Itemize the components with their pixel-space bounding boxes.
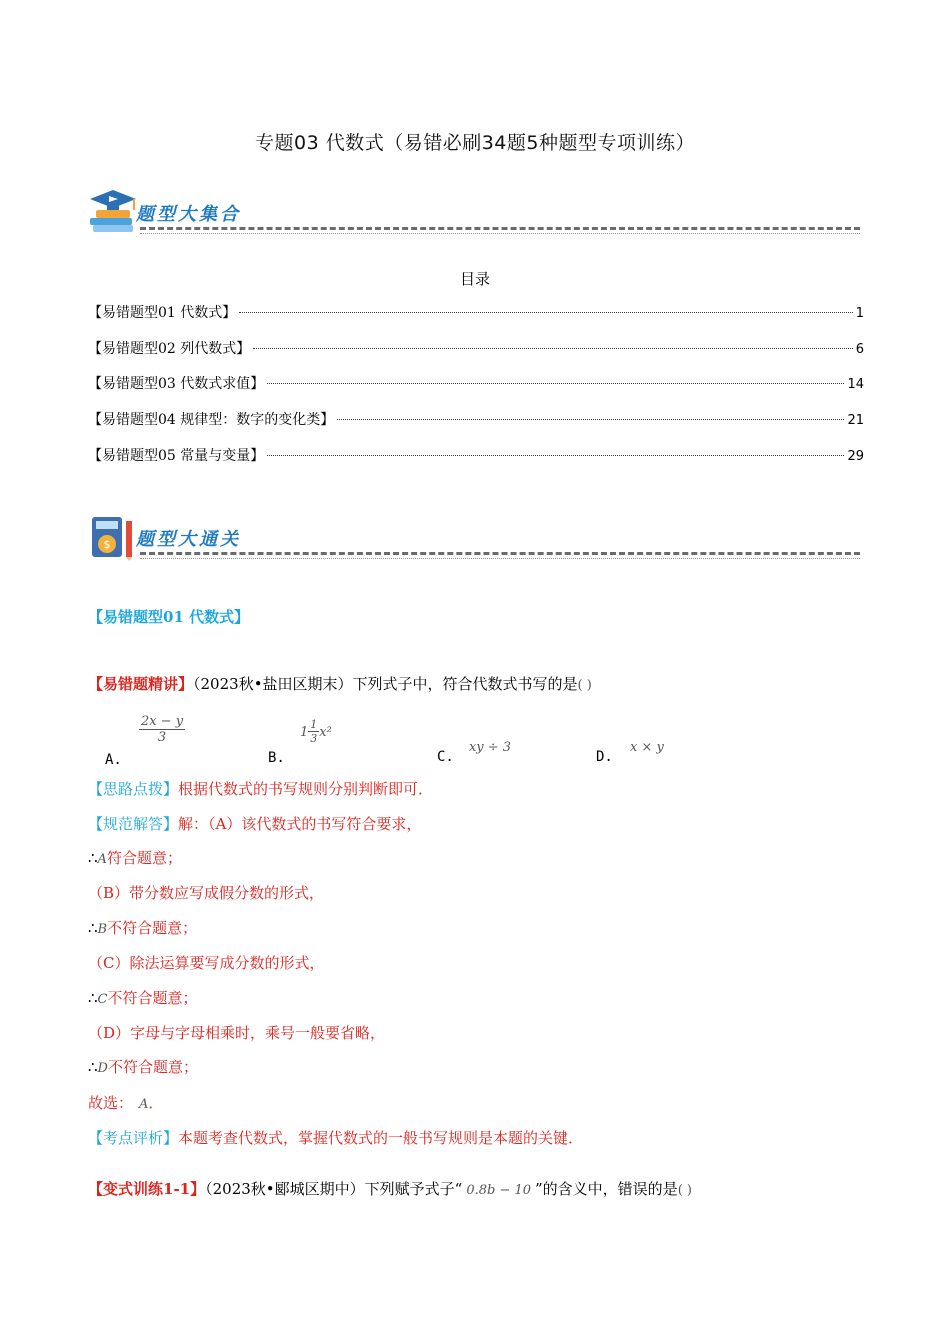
toc-item-label: 【易错题型02 列代数式】 [88,341,251,357]
question-1 [88,673,592,694]
option-variable: C [97,992,108,1007]
option-a-fraction [139,714,185,745]
conclusion-d [88,1056,198,1077]
toc-item-label: 【易错题型01 代数式】 [88,305,237,321]
option-variable: B [97,922,108,937]
question-text: （2023秋•盐田区期末）下列式子中，符合代数式书写的是 [193,675,578,693]
toc-item[interactable] [88,445,864,467]
option-label: B. [268,750,285,766]
therefore-symbol: ∴ [88,849,98,867]
banner-question-practice [88,513,860,563]
question-text: （2023秋•郾城区期中）下列赋予式子“ [205,1180,463,1198]
toc-item-label: 【易错题型04 规律型：数字的变化类】 [88,412,335,428]
banner-divider-dots [140,233,860,234]
hint-text: 根据代数式的书写规则分别判断即可． [178,780,434,798]
banner-label: 题型大集合 [136,204,241,225]
question-text-end: ”的含义中，错误的是 [535,1180,678,1198]
question-2 [88,1178,692,1199]
toc-item[interactable] [88,373,864,395]
therefore-symbol: ∴ [88,1058,98,1076]
review-line [88,1127,583,1148]
calculator-coin-icon [90,515,136,561]
answer-paren: ( ) [577,678,592,693]
svg-text:$: $ [103,538,111,551]
reason-c: （C）除法运算要写成分数的形式， [88,954,325,972]
conclusion-text: 不符合题意； [107,919,198,937]
toc-leader [253,348,852,349]
option-label: A. [105,752,122,768]
graduation-books-icon [88,188,138,236]
question-tag: 【易错题精讲】 [88,675,194,693]
question-expression: 0.8b − 10 [466,1183,532,1198]
toc-leader [239,312,852,313]
question-tag: 【变式训练1-1】 [88,1180,206,1198]
fraction-numerator: 1 [310,718,318,731]
banner-divider [140,227,860,230]
option-b-variable: x² [319,725,332,740]
option-label: C. [437,749,454,765]
option-a[interactable] [105,714,185,768]
reason-d: （D）字母与字母相乘时，乘号一般要省略， [88,1024,386,1042]
option-c-expression: xy ÷ 3 [468,740,512,755]
banner-divider [140,552,860,555]
toc-item-label: 【易错题型03 代数式求值】 [88,376,265,392]
option-label: D. [596,749,613,765]
option-b[interactable] [268,718,332,766]
option-d-expression: x × y [629,740,664,755]
conclusion-text: 不符合题意； [107,989,198,1007]
page-title: 专题03 代数式（易错必刷34题5种题型专项训练） [255,132,695,154]
banner-divider-dots [140,558,860,559]
therefore-symbol: ∴ [88,919,98,937]
toc-heading: 目录 [459,270,490,288]
banner-question-collection [88,188,860,238]
toc-item-label: 【易错题型05 常量与变量】 [88,448,265,464]
fraction-denominator: 3 [157,730,167,745]
toc-leader [337,419,844,420]
banner-label: 题型大通关 [136,529,241,550]
fraction-denominator: 3 [310,732,318,745]
toc-leader [267,383,844,384]
review-tag: 【考点评析】 [88,1129,179,1147]
answer-tag: 【规范解答】 [88,815,179,833]
toc-leader [267,455,844,456]
reason-b: （B）带分数应写成假分数的形式， [88,884,325,902]
option-variable: A [97,852,107,867]
option-variable: D [97,1061,108,1076]
answer-text: 解：（A）该代数式的书写符合要求， [178,815,422,833]
choice-label: 故选： [88,1094,134,1112]
toc-item[interactable] [88,338,864,360]
option-d[interactable] [596,736,664,765]
toc-item-page: 6 [855,342,864,357]
answer-paren: ( ) [677,1183,692,1198]
toc-item-page: 29 [847,449,864,464]
toc-item-page: 1 [855,306,864,321]
conclusion-c [88,987,198,1008]
toc-item[interactable] [88,409,864,431]
conclusion-text: 符合题意； [106,849,182,867]
review-text: 本题考查代数式，掌握代数式的一般书写规则是本题的关键． [178,1129,584,1147]
toc-item[interactable] [88,302,864,324]
toc-item-page: 14 [847,377,864,392]
conclusion-text: 不符合题意； [107,1058,198,1076]
option-b-fraction [308,718,319,745]
fraction-numerator: 2x − y [140,714,184,729]
therefore-symbol: ∴ [88,989,98,1007]
conclusion-b [88,917,197,938]
answer-line [88,813,421,834]
hint-line [88,778,433,799]
conclusion-a [88,847,182,868]
final-choice [88,1092,163,1113]
hint-tag: 【思路点拨】 [88,780,179,798]
option-c[interactable] [437,736,512,765]
mixed-integer: 1 [299,725,309,740]
choice-end: ． [148,1094,164,1112]
section-heading: 【易错题型01 代数式】 [88,608,250,626]
toc-item-page: 21 [847,413,864,428]
choice-value: A [139,1097,149,1112]
